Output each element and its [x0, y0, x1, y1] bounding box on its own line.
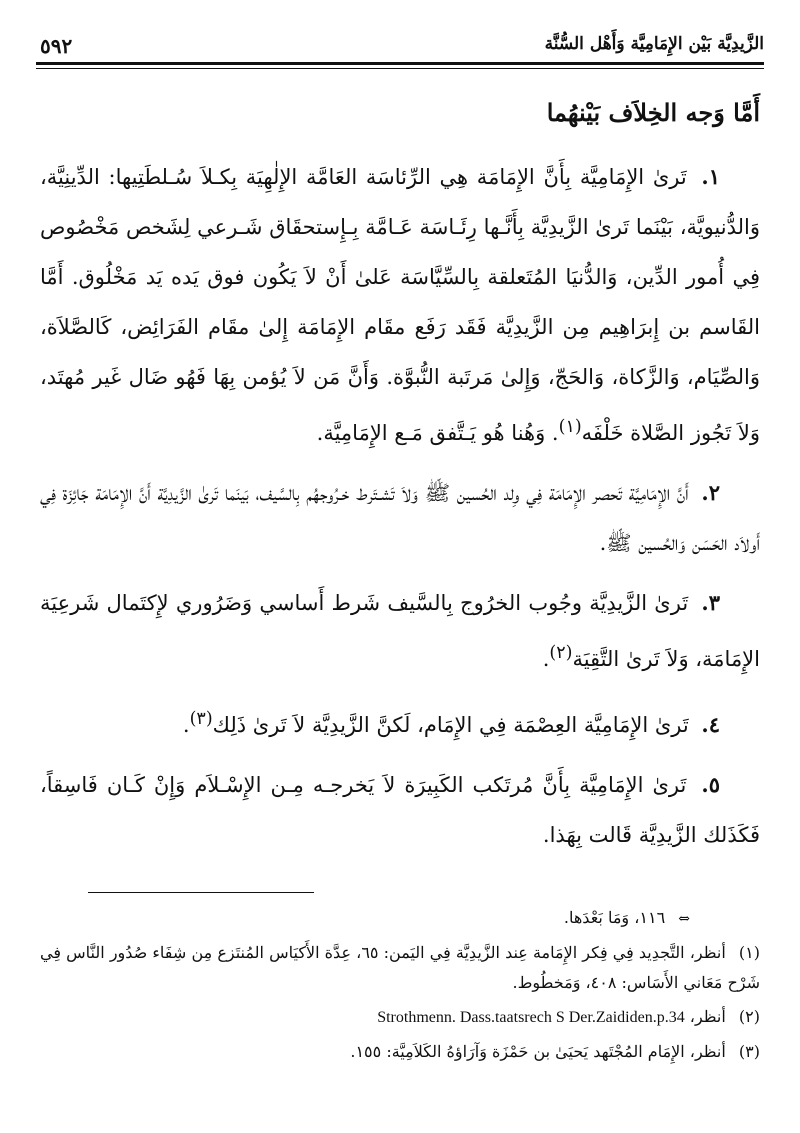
- point-text: تَرىٰ الزَّيدِيَّة وجُوب الخرُوج بِالسَّيف شَرط أَساسي وَضَرُوري لإِكتَمال شَرعِيَة الإِمَامَة، وَلاَ تَرىٰ التَّقِيَة: [40, 591, 760, 671]
- point-3: [40, 578, 760, 684]
- footnote-marker: (٣): [189, 709, 213, 729]
- footnote-continuation: [40, 905, 760, 932]
- footnote-marker: (٢): [549, 643, 573, 663]
- point-tail: . وَهُنا هُو يَـتَّفق مَـع الإِمَامِيَّة.: [316, 421, 559, 445]
- footnotes: [40, 905, 760, 1071]
- continuation-arrow-icon: ⇔: [678, 911, 690, 927]
- point-text: أَنَّ الإِمَامِيَّة تَحصر الإِمَامَة فِي وِلد الحُسين ﷺ وَلاَ تَشـتَرط خـرُوجهُم بِالسَّيف، بَينَما تَرىٰ الزَّيدِيَّة أَنَّ الإِمَامَة جَائِزَة فِي أَولاَد الحَسَن وَالحُسين ﷺ.: [40, 481, 760, 555]
- footnote-2: [40, 1002, 760, 1033]
- header-rule: [36, 62, 764, 65]
- point-number: ١.: [701, 164, 720, 189]
- footnote-text: أنظر،: [689, 1007, 726, 1026]
- point-number: ٢.: [701, 480, 720, 505]
- point-1: [40, 152, 760, 458]
- footnote-latin-reference: Strothmenn. Dass.taatsrech S Der.Zaididen.p.34: [377, 1009, 685, 1026]
- footnote-1: [40, 938, 760, 998]
- footnote-3: [40, 1037, 760, 1067]
- point-4: [40, 694, 760, 750]
- point-text: تَرىٰ الإِمَامِيَّة بِأَنَّ الإِمَامَة هِي الرِّئاسَة العَامَّة الإِلٰهِيَة بِكـلاَ سُـلطَتِيها: الدِّينِيَّة، وَالدُّنيويَّة، بَيْنَما تَرىٰ الزَّيدِيَّة بِأَنَّـها رِئَـاسَة عَـامَّة بِـإِستحقَاق شَـرعي لِشَخص مَخْصُوص فِي أُمور الدِّين، وَالدُّنيَا المُتَعلقة بِالسِّيَّاسَة عَلىٰ أَنْ لاَ يَكُون فوق يَده يَد مَخْلُوق. أَمَّا القَاسم بن إِبرَاهِيم مِن الزَّيدِيَّة فَقَد رَفَع مقَام الإِمَامَة إِلىٰ مقَام الفَرَائِض، كَالصَّلاَة، وَالصِّيَام، وَالزَّكاة، وَالحَجّ، وَإِلىٰ مَرتَبة النُّبوَّة. وَأَنَّ مَن لاَ يُؤمن بِهَا فَهُو ضَال غَير مُهتَد، وَلاَ تَجُوز الصَّلاة خَلْفَه: [40, 165, 760, 445]
- footnote-number: (٣): [738, 1042, 760, 1061]
- running-title: الزَّيدِيَّة بَيْن الإِمَامِيَّة وَأَهْل السُّنَّة: [544, 34, 764, 54]
- header-rule-thin: [36, 68, 764, 69]
- point-5: [40, 760, 760, 860]
- point-number: ٣.: [701, 590, 720, 615]
- footnote-text: أنظر، التَّجدِيد فِي فِكر الإِمَامة عِند الزَّيدِيَّة فِي اليَمن: ٦٥، عِدَّة الأَكيَاس المُنتَزع مِن شِفَاء صُدُور النَّاس فِي شَرْح مَعَاني الأَسَاس: ٤٠٨، وَمَخطُوط.: [40, 943, 760, 992]
- point-tail: .: [542, 647, 550, 671]
- section-heading: أَمَّا وَجه الخِلاَف بَيْنهُما: [546, 98, 760, 127]
- footnote-marker: (١): [558, 417, 582, 437]
- point-text: تَرىٰ الإِمَامِيَّة العِصْمَة فِي الإِمَام، لَكنَّ الزَّيدِيَّة لاَ تَرىٰ ذَلِك: [212, 713, 689, 737]
- footnote-text: أنظر، الإِمَام المُجْتَهد يَحيَىٰ بن حَمْزَة وَآرَاؤهُ الكَلاَمِيَّة: ١٥٥.: [350, 1042, 726, 1061]
- footnote-rule: [88, 892, 314, 893]
- footnote-number: (١): [738, 943, 761, 962]
- point-text: تَرىٰ الإِمَامِيَّة بِأَنَّ مُرتَكب الكَبِيرَة لاَ يَخرجـه مِـن الإِسْـلاَم وَإِنْ كَـان فَاسِقاً، فَكَذَلك الزَّيدِيَّة قَالت بِهَذا.: [40, 773, 760, 847]
- footnote-number: (٢): [738, 1007, 760, 1026]
- point-number: ٤.: [701, 712, 720, 737]
- continuation-text: ١١٦، وَمَا بَعْدَها.: [563, 908, 666, 927]
- page-number: ٥٩٢: [40, 34, 73, 58]
- point-tail: .: [182, 713, 190, 737]
- point-2: [40, 468, 760, 568]
- body-text: [40, 152, 760, 870]
- point-number: ٥.: [701, 772, 720, 797]
